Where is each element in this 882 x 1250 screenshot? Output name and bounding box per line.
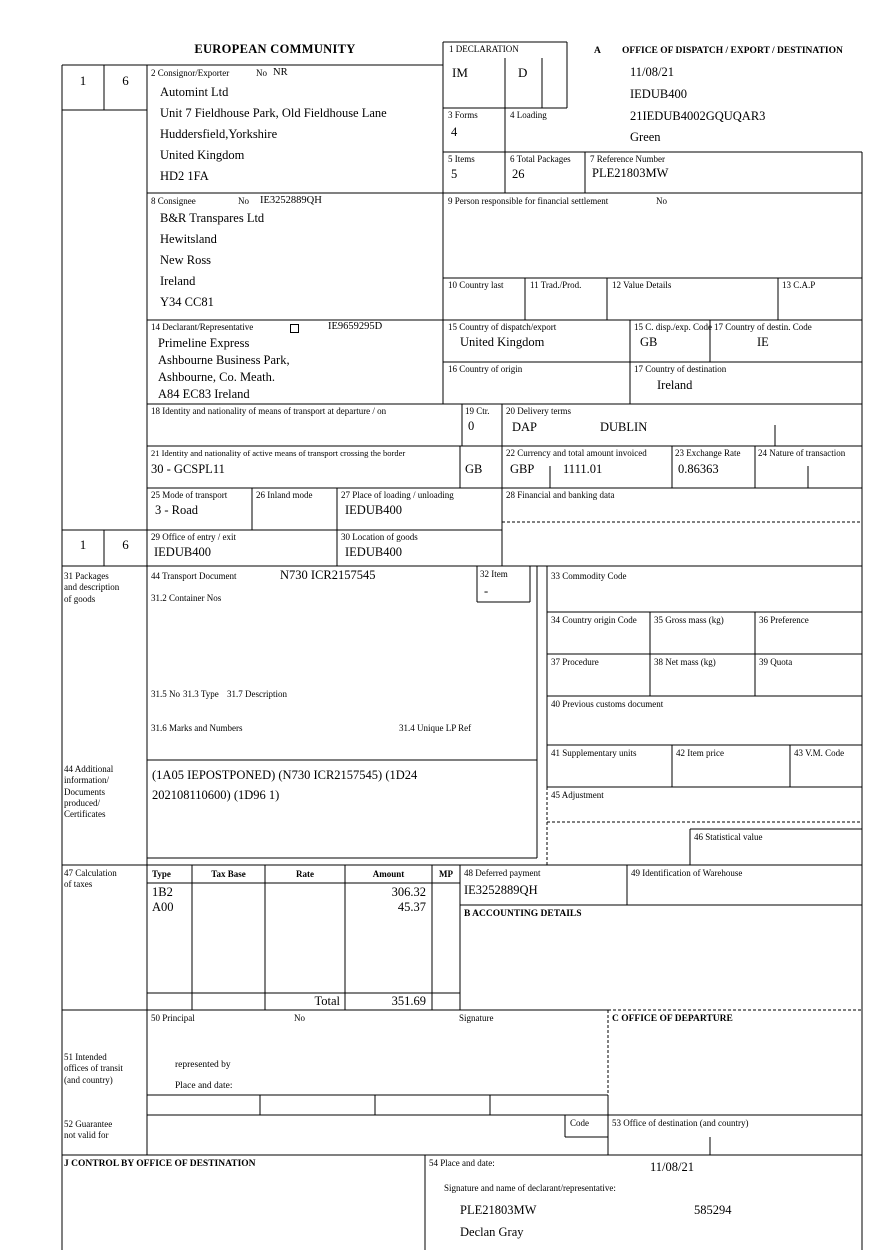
box5-label: 5 Items (448, 154, 475, 164)
box42-label: 42 Item price (676, 748, 724, 758)
box31-6-label: 31.6 Marks and Numbers (151, 723, 243, 733)
box31-2-label: 31.2 Container Nos (151, 593, 222, 603)
copy-number-left: 1 (79, 537, 87, 552)
copy-number-right: 6 (122, 537, 129, 552)
tax-header-amount: Amount (372, 869, 405, 879)
box54-label: 54 Place and date: (429, 1158, 495, 1168)
box40-label: 40 Previous customs document (551, 699, 664, 709)
box15a-value: GB (640, 335, 658, 349)
box43-label: 43 V.M. Code (794, 748, 845, 758)
box8-address-line: Hewitsland (160, 232, 217, 246)
tax-row-amount: 45.37 (397, 900, 426, 914)
box48-value: IE3252889QH (464, 883, 538, 897)
box54-declarant-name: Declan Gray (460, 1225, 524, 1239)
tax-row-type: 1B2 (152, 885, 173, 899)
box51-label: 51 Intended offices of transit (and country) (64, 1052, 123, 1085)
box37-label: 37 Procedure (551, 657, 599, 667)
boxA-routing: Green (630, 130, 661, 144)
box19-label: 19 Ctr. (465, 406, 490, 416)
box3-value: 4 (451, 125, 458, 139)
box2-address-line: Automint Ltd (160, 85, 229, 99)
box24-label: 24 Nature of transaction (758, 448, 846, 458)
tax-total-label: Total (314, 994, 340, 1008)
box19-value: 0 (468, 419, 475, 433)
box23-label: 23 Exchange Rate (675, 448, 741, 458)
box30-value: IEDUB400 (345, 545, 402, 559)
box15-label: 15 Country of dispatch/export (448, 322, 557, 332)
box36-label: 36 Preference (759, 615, 809, 625)
box53-label: 53 Office of destination (and country) (612, 1118, 749, 1128)
box44-transport-doc-label: 44 Transport Document (151, 571, 237, 581)
boxA-letter: A (594, 46, 601, 56)
box31-label: 31 Packages and description of goods (64, 571, 120, 604)
box17a-value: IE (757, 335, 769, 349)
box22-amount: 1111.01 (563, 462, 603, 476)
box49-label: 49 Identification of Warehouse (631, 868, 743, 878)
box14-address-line: Primeline Express (158, 336, 250, 350)
box22-currency: GBP (510, 462, 535, 476)
box8-no-label: No (238, 196, 249, 206)
box27-value: IEDUB400 (345, 503, 402, 517)
box5-value: 5 (451, 167, 458, 181)
box52-label: 52 Guarantee not valid for (64, 1119, 113, 1141)
form-title: EUROPEAN COMMUNITY (194, 42, 356, 56)
box44-additional-label: 44 Additional information/ Documents produced/ Certificates (64, 764, 114, 819)
box45-label: 45 Adjustment (551, 790, 604, 800)
box14-label: 14 Declarant/Representative (151, 322, 254, 332)
box2-address-line: United Kingdom (160, 148, 245, 162)
box20-place: DUBLIN (600, 420, 648, 434)
box2-address-line: HD2 1FA (160, 169, 209, 183)
grid-dashed-lines (502, 522, 862, 1095)
box6-label: 6 Total Packages (510, 154, 571, 164)
tax-header-mp: MP (439, 869, 453, 879)
box31-3-label: 31.3 Type (183, 689, 219, 699)
box11-label: 11 Trad./Prod. (530, 280, 582, 290)
box21-value: 30 - GCSPL11 (151, 462, 225, 476)
boxA-office-code: IEDUB400 (630, 87, 687, 101)
tax-header-rate: Rate (296, 869, 314, 879)
box46-label: 46 Statistical value (694, 832, 763, 842)
copy-number-left: 1 (79, 73, 87, 88)
box2-address-line: Unit 7 Fieldhouse Park, Old Fieldhouse Lane (160, 106, 387, 120)
box7-label: 7 Reference Number (590, 154, 665, 164)
box33-label: 33 Commodity Code (551, 571, 627, 581)
box25-value: 3 - Road (155, 503, 199, 517)
box17-label: 17 Country of destination (634, 364, 727, 374)
box14-address-line: A84 EC83 Ireland (158, 387, 250, 401)
box54-date: 11/08/21 (650, 1160, 694, 1174)
box26-label: 26 Inland mode (256, 490, 313, 500)
boxA-office-label: OFFICE OF DISPATCH / EXPORT / DESTINATION (622, 46, 843, 56)
box18-label: 18 Identity and nationality of means of transport at departure / on (151, 406, 387, 416)
box2-no-label: No (256, 68, 267, 78)
box47-label: 47 Calculation of taxes (64, 868, 117, 890)
box6-value: 26 (512, 167, 525, 181)
boxA-mrn: 21IEDUB4002GQUQAR3 (630, 109, 766, 123)
box1-declaration-label: 1 DECLARATION (449, 44, 519, 54)
box23-value: 0.86363 (678, 462, 719, 476)
tax-header-type: Type (152, 869, 171, 879)
box52-code-label: Code (570, 1118, 589, 1128)
box12-label: 12 Value Details (612, 280, 672, 290)
box41-label: 41 Supplementary units (551, 748, 637, 758)
box15-value: United Kingdom (460, 335, 545, 349)
box21-label: 21 Identity and nationality of active means of transport crossing the border (151, 448, 406, 458)
box35-label: 35 Gross mass (kg) (654, 615, 724, 625)
box27-label: 27 Place of loading / unloading (341, 490, 454, 500)
box32-label: 32 Item (480, 569, 508, 579)
box29-label: 29 Office of entry / exit (151, 532, 237, 542)
box1-declaration-type: IM (452, 65, 468, 80)
box2-label: 2 Consignor/Exporter (151, 68, 230, 78)
box2-eori: NR (273, 67, 288, 78)
box14-address-line: Ashbourne, Co. Meath. (158, 370, 275, 384)
box7-value: PLE21803MW (592, 166, 669, 180)
copy-number-right: 6 (122, 73, 129, 88)
box15a-label: 15 C. disp./exp. Code (634, 322, 712, 332)
box44-additional-value: (1A05 IEPOSTPONED) (N730 ICR2157545) (1D24 202108110600) (1D96 1) (152, 768, 418, 802)
box20-term: DAP (512, 420, 538, 434)
box28-label: 28 Financial and banking data (506, 490, 615, 500)
box54-reference: PLE21803MW (460, 1203, 537, 1217)
box21-nationality: GB (465, 462, 483, 476)
box34-label: 34 Country origin Code (551, 615, 637, 625)
tax-total-amount: 351.69 (391, 994, 426, 1008)
box29-value: IEDUB400 (154, 545, 211, 559)
box9-no-label: No (656, 196, 667, 206)
box54-signature-label: Signature and name of declarant/representative: (444, 1183, 616, 1193)
box38-label: 38 Net mass (kg) (654, 657, 716, 667)
box8-address-line: Y34 CC81 (160, 295, 214, 309)
box8-eori: IE3252889QH (260, 195, 322, 206)
box8-label: 8 Consignee (151, 196, 196, 206)
box50-no-label: No (294, 1013, 305, 1023)
tax-row-amount: 306.32 (391, 885, 426, 899)
boxC-departure-label: C OFFICE OF DEPARTURE (612, 1014, 733, 1024)
box20-label: 20 Delivery terms (506, 406, 571, 416)
box14-address-line: Ashbourne Business Park, (158, 353, 290, 367)
box30-label: 30 Location of goods (341, 532, 418, 542)
box14-checkbox (290, 324, 299, 333)
box25-label: 25 Mode of transport (151, 490, 228, 500)
box2-address-line: Huddersfield,Yorkshire (160, 127, 278, 141)
box50-signature-label: Signature (459, 1013, 494, 1023)
box50-label: 50 Principal (151, 1013, 195, 1023)
boxJ-control-label: J CONTROL BY OFFICE OF DESTINATION (64, 1159, 256, 1169)
box54-number: 585294 (694, 1203, 732, 1217)
box31-4-label: 31.4 Unique LP Ref (399, 723, 472, 733)
box39-label: 39 Quota (759, 657, 793, 667)
box4-label: 4 Loading (510, 110, 547, 120)
boxB-accounting-label: B ACCOUNTING DETAILS (464, 909, 582, 919)
box9-label: 9 Person responsible for financial settlement (448, 196, 609, 206)
box22-label: 22 Currency and total amount invoiced (506, 448, 647, 458)
box48-label: 48 Deferred payment (464, 868, 541, 878)
box10-label: 10 Country last (448, 280, 504, 290)
box14-eori: IE9659295D (328, 321, 383, 332)
box8-address-line: New Ross (160, 253, 212, 267)
tax-header-taxbase: Tax Base (211, 869, 246, 879)
box8-address-line: Ireland (160, 274, 196, 288)
box3-label: 3 Forms (448, 110, 478, 120)
box32-value: - (484, 584, 489, 598)
box17-value: Ireland (657, 378, 693, 392)
box50-represented-by: represented by (175, 1060, 231, 1070)
boxA-date: 11/08/21 (630, 65, 674, 79)
box31-7-label: 31.7 Description (227, 689, 287, 699)
box13-label: 13 C.A.P (782, 280, 816, 290)
tax-row-type: A00 (152, 900, 174, 914)
box8-address-line: B&R Transpares Ltd (160, 211, 265, 225)
box31-5-label: 31.5 No (151, 689, 180, 699)
box17a-label: 17 Country of destin. Code (714, 322, 812, 332)
box16-label: 16 Country of origin (448, 364, 523, 374)
box50-place-date: Place and date: (175, 1081, 233, 1091)
box1-declaration-proc: D (518, 65, 528, 80)
box44-transport-doc-value: N730 ICR2157545 (280, 568, 376, 582)
